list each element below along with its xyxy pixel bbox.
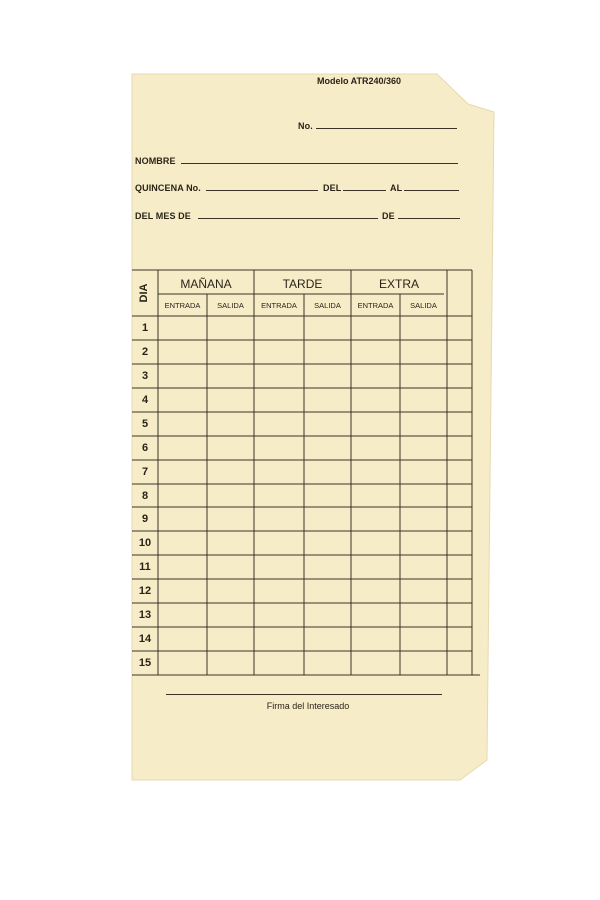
morning-header: MAÑANA <box>180 277 232 291</box>
day-number: 12 <box>138 585 152 598</box>
afternoon-header: TARDE <box>282 277 323 291</box>
day-number: 10 <box>138 537 152 550</box>
signature-label: Firma del Interesado <box>266 701 350 711</box>
day-number: 1 <box>141 322 149 334</box>
day-number: 14 <box>138 633 152 646</box>
day-number: 11 <box>139 561 151 574</box>
extra-header: EXTRA <box>378 277 419 291</box>
signature-line <box>166 694 442 695</box>
day-number: 9 <box>141 513 149 526</box>
day-number: 4 <box>141 393 149 406</box>
quincena-label: QUINCENA No. <box>135 183 201 193</box>
model-label: Modelo ATR240/360 <box>317 76 402 86</box>
morning-salida-header: SALIDA <box>217 301 244 310</box>
month-label: DEL MES DE <box>135 211 191 221</box>
afternoon-salida-header: SALIDA <box>314 301 341 310</box>
extra-entrada-header: ENTRADA <box>357 301 394 310</box>
day-number: 5 <box>141 417 149 430</box>
day-number: 3 <box>141 369 149 382</box>
de-label: DE <box>382 211 395 221</box>
day-number: 2 <box>141 345 149 358</box>
day-number: 6 <box>141 441 149 454</box>
afternoon-entrada-header: ENTRADA <box>261 301 297 310</box>
al-label: AL <box>390 183 403 193</box>
name-label: NOMBRE <box>135 156 176 166</box>
del-label: DEL <box>323 183 342 193</box>
day-number: 8 <box>141 489 149 502</box>
day-number: 13 <box>138 609 152 622</box>
morning-entrada-header: ENTRADA <box>164 301 201 310</box>
day-number: 15 <box>138 657 152 670</box>
day-number: 7 <box>141 465 149 478</box>
extra-salida-header: SALIDA <box>410 301 437 310</box>
number-label: No. <box>298 121 313 131</box>
day-column-header: DIA <box>138 283 150 303</box>
